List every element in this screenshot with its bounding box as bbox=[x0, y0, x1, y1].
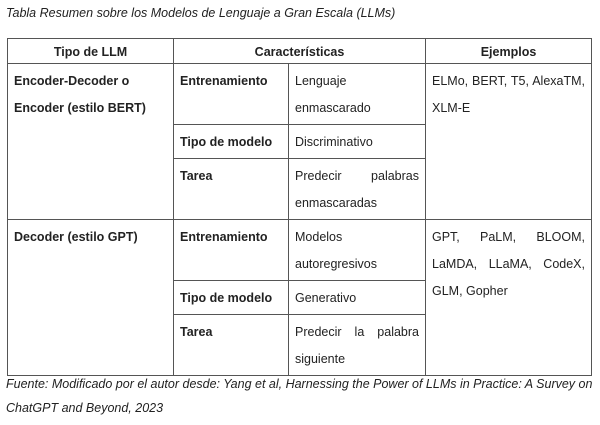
llm-type-cell: Encoder-Decoder o Encoder (estilo BERT) bbox=[8, 64, 174, 220]
attr-value-cell: Predecir la palabra siguiente bbox=[289, 315, 426, 376]
attr-value-cell: Modelos autoregresivos bbox=[289, 220, 426, 281]
llm-type-cell: Decoder (estilo GPT) bbox=[8, 220, 174, 376]
examples-cell: GPT, PaLM, BLOOM, LaMDA, LLaMA, CodeX, GLM, Gopher bbox=[426, 220, 592, 376]
attr-label-cell: Entrenamiento bbox=[174, 220, 289, 281]
header-caracteristicas: Características bbox=[174, 39, 426, 64]
source-footnote: Fuente: Modificado por el autor desde: Yang et al, Harnessing the Power of LLMs in Practice: A Survey on ChatGPT and Beyond, 2023 bbox=[6, 377, 593, 415]
attr-label-cell: Tarea bbox=[174, 159, 289, 220]
header-ejemplos: Ejemplos bbox=[426, 39, 592, 64]
table-row bbox=[8, 64, 592, 125]
llm-summary-table bbox=[7, 38, 592, 376]
attr-label-cell: Tipo de modelo bbox=[174, 125, 289, 159]
attr-label-cell: Tarea bbox=[174, 315, 289, 376]
examples-cell: ELMo, BERT, T5, AlexaTM, XLM-E bbox=[426, 64, 592, 220]
table-caption: Tabla Resumen sobre los Modelos de Lenguaje a Gran Escala (LLMs) bbox=[6, 6, 396, 20]
attr-label-cell: Entrenamiento bbox=[174, 64, 289, 125]
header-tipo: Tipo de LLM bbox=[8, 39, 174, 64]
attr-value-cell: Discriminativo bbox=[289, 125, 426, 159]
header-row bbox=[8, 39, 592, 64]
attr-value-cell: Predecir palabras enmascaradas bbox=[289, 159, 426, 220]
attr-label-cell: Tipo de modelo bbox=[174, 281, 289, 315]
table-row bbox=[8, 220, 592, 281]
attr-value-cell: Lenguaje enmascarado bbox=[289, 64, 426, 125]
attr-value-cell: Generativo bbox=[289, 281, 426, 315]
